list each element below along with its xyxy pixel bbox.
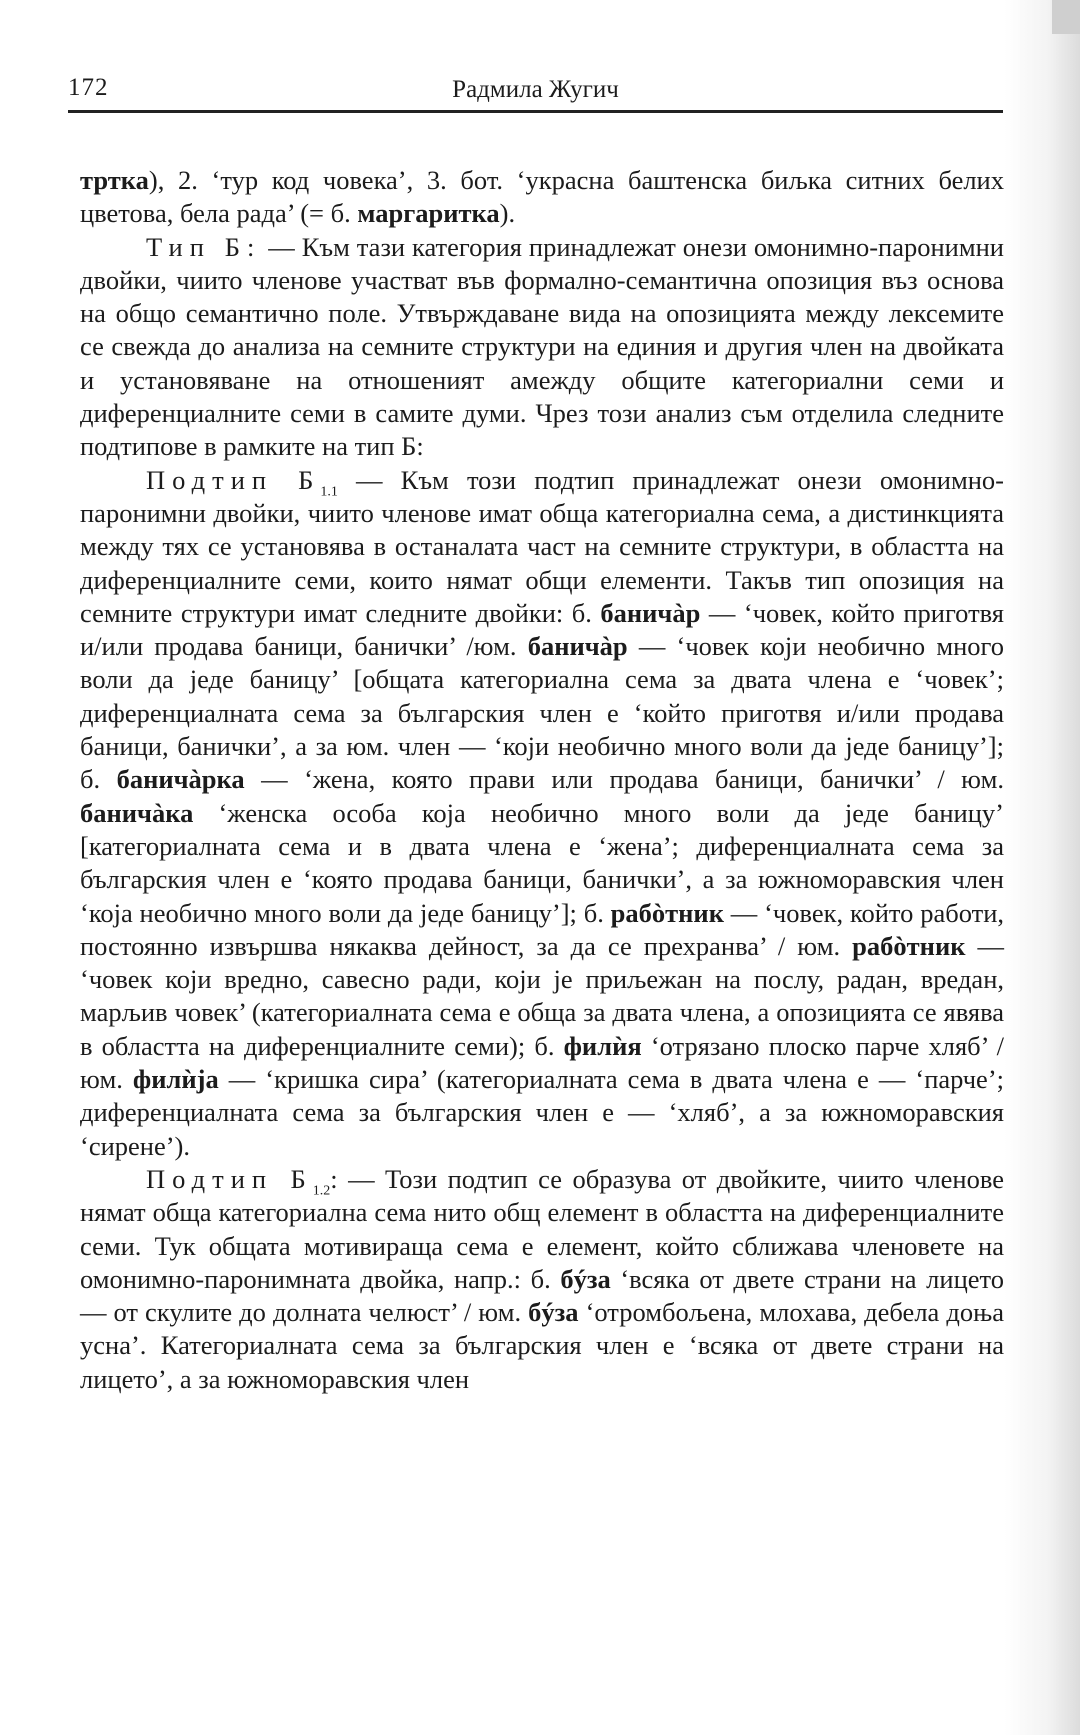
term: баничàка	[80, 797, 194, 828]
term: маргаритка	[357, 198, 500, 229]
subsection-lead: Подтип Б	[146, 1163, 313, 1194]
term: филѝя	[563, 1030, 642, 1061]
subscript: 1.2	[312, 1183, 331, 1199]
running-header-author: Радмила Жугич	[452, 76, 619, 103]
paragraph-4: Подтип $Б_{1.2}$: — Този подтип се образува от двойките, чиито членове нямат обща категориална сема нито общ елемент в областта на диференциалните семи. Тук общата мотивираща сема е елемент, който сближава членовете на омонимно-паронимната двойка, напр.: б. бýза ‘всяка от двете страни на лицето — от скулите до долната челюст’ / юм. бýза ‘отромбољена, млохава, дебела доња усна’. Категориалната сема за българския член е ‘всяка от двете страни на лицето’, а за южноморавския член	[80, 1163, 1004, 1394]
paragraph-3: Подтип $Б_{1.1}$ — Към този подтип принадлежат онези омонимно-паронимни двойки, чиито членове имат обща категориална сема, а дистинкцията между тях се установява в останалата част на семните структури, в областта на диференциалните семи, които нямат общи елементи. Такъв тип опозиция на семните структури имат следните двойки: б. баничàр — ‘човек, който приготвя и/или продава баници, банички’ /юм. баничàр — ‘човек који необично много воли да једе баницу’ [общата категориална сема за двата члена е ‘човек’; диференциалната сема за българския член е ‘който приготвя и/или продава баници, банички’, а за юм. член — ‘који необично много воли да једе баницу’]; б. баничàрка — ‘жена, която прави или продава баници, банички’ / юм. баничàка ‘женска особа која необично много воли да једе баницу’ [категориалната сема и в двата члена е ‘жена’; диференциалната сема за българския член е ‘която продава баници, банички’, а за южноморавския член ‘која необично много воли да једе баницу’]; б. рабòтник — ‘човек, който работи, постоянно извършва някаква дейност, за да се прехранва’ / юм. рабòтник — ‘човек који вредно, савесно ради, који је приљежан на послу, радан, вредан, марљив човек’ (категориалната сема е обща за двата члена, а опозицията се явява в областта на диференциалните семи); б. филѝя ‘отрязано плоско парче хляб’ / юм. филѝја — ‘кришка сира’ (категориалната сема в двата члена е — ‘парче’; диференциалната сема за българския член е — ‘хляб’, а за южноморавския ‘сирене’).	[80, 464, 1005, 1161]
term: рабòтник	[852, 930, 966, 961]
paragraph-1: тртка), 2. ‘тур код човека’, 3. бот. ‘украсна баштенска биљка ситних белих цветова, бела рада’ (= б. маргаритка).	[80, 165, 1004, 229]
subscript: 1.1	[320, 483, 338, 499]
term: тртка	[80, 165, 149, 195]
term: баничàр	[600, 597, 701, 628]
page-body	[80, 164, 1004, 1396]
subsection-lead: Подтип Б	[146, 464, 321, 495]
term: филѝја	[132, 1064, 219, 1095]
term: рабòтник	[610, 897, 724, 928]
section-lead: Тип Б:	[146, 231, 262, 262]
term: бýза	[528, 1297, 579, 1328]
running-header	[68, 70, 1003, 113]
paragraph-2: Тип Б: — Към тази категория принадлежат онези омонимно-паронимни двойки, чиито членове участват във формално-семантична опозиция въз основа на общо семантично поле. Утвърждаване вида на опозицията между лексемите се свежда до анализа на семните структури на единия и другия член на двойката и установяване на отношеният амежду общите категориални семи и диференциалните семи в самите думи. Чрез този анализ съм отделила следните подтипове в рамките на тип Б:	[80, 231, 1004, 462]
term: баничàрка	[116, 764, 245, 795]
term: бýза	[560, 1263, 611, 1294]
page-number: 172	[68, 74, 109, 101]
page-edge-shadow	[1052, 0, 1080, 34]
term: баничàр	[527, 631, 628, 662]
